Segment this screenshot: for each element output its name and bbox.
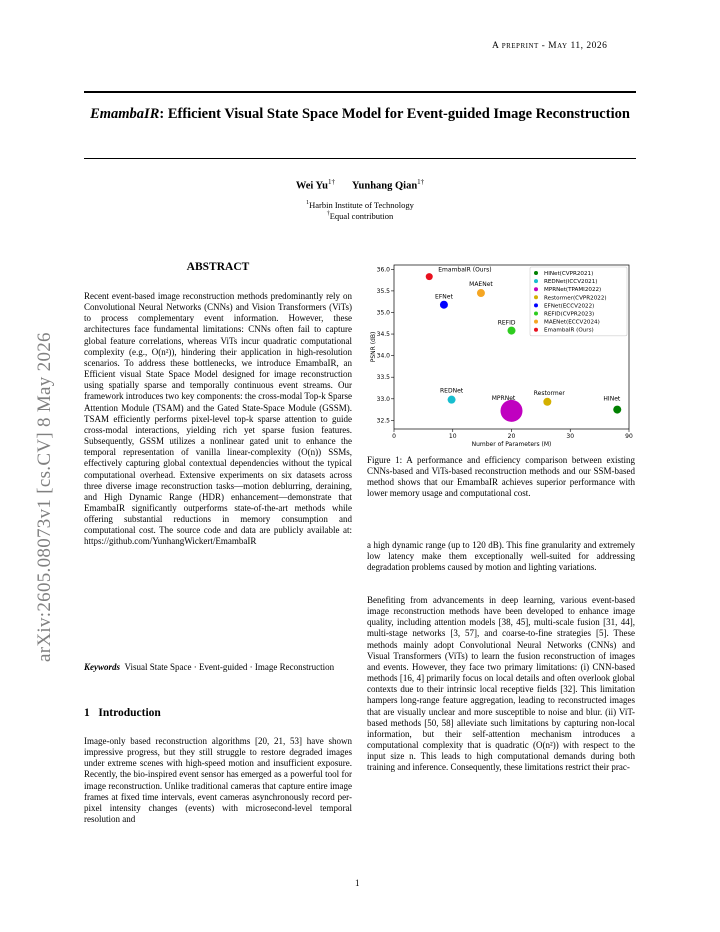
legend-marker [534,328,538,332]
legend-marker [534,279,538,283]
author-name: Wei Yu [295,180,329,192]
author-affil-mark: 1† [328,178,336,186]
section-number: 1 [84,707,90,719]
y-tick-label: 34.5 [376,331,390,339]
legend-entry: HINet(CVPR2021) [544,271,594,277]
point-label: REFID [497,319,516,327]
point-label: EFNet [435,293,453,301]
y-tick-label: 33.5 [376,374,390,382]
equal-contribution-note: Equal contribution [329,211,394,222]
legend-marker [534,320,538,324]
x-tick-label: 30 [566,433,575,440]
legend-entry: EmambaIR (Ours) [544,327,594,334]
legend-entry: REDNet(ICCV2021) [544,279,598,286]
title-top-rule [84,91,636,93]
affiliations [84,200,636,222]
data-point [501,400,523,422]
section-heading [84,707,161,719]
y-tick-label: 35.5 [376,287,390,295]
author-affil-mark: 1† [417,178,425,186]
running-header: A preprint - May 11, 2026 [492,41,608,51]
point-label: MPRNet [491,394,516,402]
y-tick-label: 35.0 [376,309,390,317]
y-axis-label: PSNR (dB) [370,331,377,363]
page-number: 1 [355,878,360,888]
legend-marker [534,287,538,291]
intro-paragraph: Image-only based reconstruction algorithms [20, 21, 53] have shown impressive progress, but they still struggle to restore degraded images under extreme scenes with high-speed motion and insufficient exposure. Recently, the bio-inspired event sensor has emerged as a powerful tool for image reconstruction. Unlike traditional cameras that capture entire image frames at fixed time intervals, event cameras asynchronously record per-pixel intensity changes (events) with microsecond-level temporal resolution and [84,736,352,825]
legend-marker [534,295,538,299]
legend-entry: MPRNet(TPAMI2022) [544,287,602,294]
point-label: MAENet [469,281,493,289]
legend-entry: Restormer(CVPR2022) [544,295,607,302]
title-bottom-rule [84,158,636,159]
legend-entry: EFNet(ECCV2022) [544,303,595,310]
abstract-heading: ABSTRACT [186,261,250,273]
data-point [477,289,485,297]
x-tick-label: 10 [448,433,457,440]
intro-paragraph-cont: a high dynamic range (up to 120 dB). This fine granularity and extremely low latency make them exceptionally well-suited for addressing degradation problems caused by motion and lighting variations. [367,540,635,573]
title-name: EmambaIR [90,106,160,122]
paper-title [84,107,636,123]
intro-paragraph-2: Benefiting from advancements in deep learning, various event-based image reconstruction methods have been developed to enhance image quality, including attention models [38, 45], multi-scale fusion [31, 44], multi-stage networks [3, 57], and coarse-to-fine strategies [5]. These methods mainly adopt Convolutional Neural Networks (CNNs) and Visual Transformers (ViTs) to learn the fusion reconstruction of images and events. However, they face two primary limitations: (i) CNN-based methods [16, 4] primarily focus on local details and often overlook global contexts due to their intrinsic local receptive fields [32]. This limitation hampers long-range feature aggregation, leading to reconstructed images that are visually unclear and more susceptible to noise and blur. (ii) ViT-based methods [50, 58] alleviate such limitations by capturing non-local information, but their self-attention mechanism introduces a computational complexity that is quadratic (O(n²)) with respect to the input size n. This leads to high computational demands during both training and inference. Consequently, these limitations restrict their prac- [367,595,635,773]
y-tick-label: 33.0 [376,395,390,403]
scatter-chart [367,258,635,454]
point-label: EmambaIR (Ours) [438,266,492,274]
y-tick-label: 34.0 [376,352,390,360]
title-rest: : Efficient Visual State Space Model for Event-guided Image Reconstruction [159,106,630,122]
keywords-label: Keywords [84,662,120,672]
x-tick-label: 0 [392,433,396,440]
point-label: REDNet [440,387,464,395]
affil-mark: 1 [306,200,310,207]
abstract-body: Recent event-based image reconstruction methods predominantly rely on Convolutional Neural Networks (CNNs) and Vision Transformers (ViTs) to process complementary event information. However, these architectures face fundamental limitations: CNNs often fail to capture global feature correlations, whereas ViTs incur quadratic computational complexity (e.g., O(n²)), hindering their application in high-resolution scenarios. To address these bottlenecks, we introduce EmambaIR, an Efficient visual State Space Model designed for image reconstruction using spatially sparse and temporally continuous event streams. Our framework introduces two key components: the cross-modal Top-k Sparse Attention Module (TSAM) and the Gated State-Space Module (GSSM). TSAM efficiently performs pixel-level top-k sparse attention to guide cross-modal interactions, yielding rich yet sparse fusion features. Subsequently, GSSM utilizes a nonlinear gated unit to enhance the temporal representation of vanilla linear-complexity (O(n)) SSMs, effectively capturing global contextual dependencies without the typical computational overhead. Extensive experiments on six datasets across three diverse image reconstruction tasks—motion deblurring, deraining, and High Dynamic Range (HDR) enhancement—demonstrate that EmambaIR significantly outperforms state-of-the-art methods while offering substantial reductions in memory consumption and computational cost. The source code and data are publicly available at: https://github.com/YunhangWickert/EmambaIR [84,291,352,547]
author-list [84,178,636,192]
data-point [508,327,516,335]
note-mark: † [326,211,330,218]
figure-caption: Figure 1: A performance and efficiency comparison between existing CNNs-based and ViTs-based reconstruction methods and our SSM-based method shows that our EmambaIR achieves superior performance with lower memory usage and computational cost. [367,455,635,499]
legend-entry: MAENet(ECCV2024) [544,319,600,326]
keywords-text: Visual State Space · Event-guided · Image Reconstruction [124,662,335,672]
legend-marker [534,312,538,316]
data-point [543,398,551,406]
arxiv-stamp: arXiv:2605.08073v1 [cs.CV] 8 May 2026 [34,332,55,662]
x-tick-label: 90 [625,433,633,440]
data-point [440,301,448,309]
x-axis-label: Number of Parameters (M) [471,441,552,448]
legend-marker [534,271,538,275]
data-point [426,273,433,280]
y-tick-label: 36.0 [376,266,390,274]
figure-1-chart [367,258,635,454]
x-tick-label: 20 [507,433,516,440]
section-title: Introduction [98,707,161,719]
author-name: Yunhang Qian [351,180,418,192]
point-label: Restormer [533,389,565,397]
point-label: HINet [603,395,621,403]
legend-entry: REFID(CVPR2023) [544,311,595,318]
data-point [448,396,456,404]
keywords [84,662,352,673]
data-point [613,406,621,414]
y-tick-label: 32.5 [376,417,390,425]
institution: Harbin Institute of Technology [309,200,414,210]
legend-marker [534,303,538,307]
